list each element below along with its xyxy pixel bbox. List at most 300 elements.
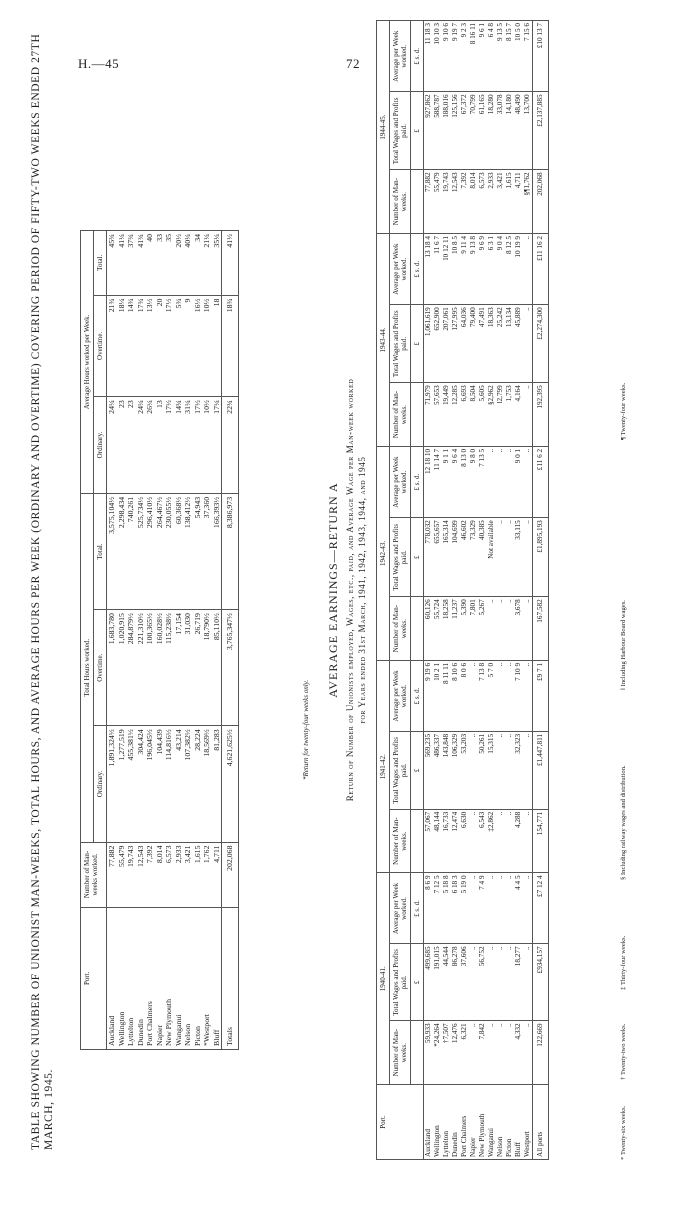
cell-ord: 43,214 [174, 726, 184, 842]
cell-value: 6,321 [460, 1021, 469, 1085]
cell-value: .. [469, 944, 478, 1021]
cell-atot: 45¾ [107, 231, 117, 296]
cell-ord: 107,382½ [183, 726, 193, 842]
year-header: 1940-41. [377, 873, 390, 1085]
cell-value: .. [496, 597, 505, 661]
cell-value: 6 18 3 [451, 873, 460, 944]
cell-tot: 166,393½ [212, 493, 222, 609]
all-ports-row [533, 21, 549, 1160]
cell-value: .. [496, 446, 505, 517]
cell-value: 12,474 [451, 809, 460, 873]
cell-tot: 740,261 [126, 493, 136, 609]
table-row [424, 21, 434, 1160]
cell-ord: 104,439 [155, 726, 165, 842]
table-row [496, 21, 505, 1160]
cell-value: 57,653 [433, 383, 442, 447]
cell-value: .. [496, 518, 505, 597]
cell-tot: 37,360 [202, 493, 212, 609]
cell-value: .. [487, 1021, 496, 1085]
table1-footnote: *Return for twenty-four weeks only. [302, 679, 310, 780]
cell-value: 6,630 [460, 809, 469, 873]
unit-pounds: £ [411, 92, 424, 170]
cell-value: 9 6 9 [478, 234, 487, 305]
cell-value: .. [505, 731, 514, 809]
cell-value: Not available [487, 518, 496, 597]
cell-value: 56,752 [478, 944, 487, 1021]
cell-value: 64,036 [460, 305, 469, 383]
table-row [505, 21, 514, 1160]
cell-tot: 3,575,104½ [107, 493, 117, 609]
cell-aot: 20 [155, 295, 165, 397]
col-sub_n: Number of Man-weeks. [390, 170, 411, 234]
cell-value: 70,799 [469, 92, 478, 170]
col-sub_w: Total Wages and Profits paid. [390, 92, 411, 170]
total-tot: 8,386,973 [222, 493, 239, 609]
cell-value: 106,329 [451, 731, 460, 809]
cell-value: 1,753 [505, 383, 514, 447]
cell-aot: 21¾ [107, 295, 117, 397]
total-value: £1,447,811 [533, 731, 549, 809]
cell-value: 18,363 [487, 305, 496, 383]
cell-value: 2,933 [487, 170, 496, 234]
cell-atot: 20½ [174, 231, 184, 296]
table-row [487, 21, 496, 1160]
cell-value: §2,962 [487, 383, 496, 447]
cell-value: .. [487, 944, 496, 1021]
footnote: § Including railway wages and distribution. [620, 765, 627, 880]
cell-value: 48,490 [514, 92, 523, 170]
cell-value: 9 10 6 [442, 21, 451, 92]
sub-ordinary: Ordinary. [94, 397, 107, 494]
page-number: 72 [346, 56, 360, 71]
cell-value: 10 12 11 [442, 234, 451, 305]
cell-atot: 37¾ [126, 231, 136, 296]
footnote: ‡ Thirty-four weeks. [620, 935, 627, 990]
cell-atot: 33 [155, 231, 165, 296]
cell-value: 7,392 [460, 170, 469, 234]
cell-value: .. [505, 660, 514, 731]
cell-value: 55,479 [433, 170, 442, 234]
cell-atot: 21¼ [202, 231, 212, 296]
cell-value: 655,657 [433, 518, 442, 597]
cell-value: 6 4 8 [487, 21, 496, 92]
col-sub_a: Average per Week worked. [390, 446, 411, 517]
cell-value: 14,180 [505, 92, 514, 170]
cell-value: 10 8 5 [451, 234, 460, 305]
unit-pounds: £ [411, 731, 424, 809]
cell-value: 9 2 3 [460, 21, 469, 92]
cell-value: .. [523, 944, 533, 1021]
cell-value: .. [469, 873, 478, 944]
cell-value: 44,544 [442, 944, 451, 1021]
col-sub_a: Average per Week worked. [390, 873, 411, 944]
year-header: 1941-42. [377, 660, 390, 873]
cell-value: 45,889 [514, 305, 523, 383]
cell-ot: 1,020,915 [117, 610, 127, 726]
cell-value: *24,264 [433, 1021, 442, 1085]
cell-aot: 10½ [202, 295, 212, 397]
port-name: Nelson [183, 907, 193, 1049]
sub-ordinary: Ordinary. [94, 726, 107, 842]
unit-blank [411, 1021, 424, 1085]
cell-value: 9 11 4 [460, 234, 469, 305]
cell-value: 4,288 [514, 809, 523, 873]
sub-total: Total. [94, 493, 107, 609]
cell-tot: 60,368½ [174, 493, 184, 609]
table-row [193, 231, 203, 1050]
cell-aord: 13 [155, 397, 165, 494]
earnings-table-body [424, 21, 549, 1160]
cell-value: .. [523, 1021, 533, 1085]
cell-value: .. [523, 234, 533, 305]
cell-value: 8 11 11 [442, 660, 451, 731]
cell-value: 12,476 [451, 1021, 460, 1085]
hours-table-body [107, 231, 239, 1050]
cell-tot: 2,298,434 [117, 493, 127, 609]
cell-value: 7 10 9 [514, 660, 523, 731]
earnings-table [376, 20, 549, 1160]
cell-value: 927,862 [424, 92, 434, 170]
table-row [174, 231, 184, 1050]
cell-value: .. [487, 597, 496, 661]
cell-value: .. [523, 873, 533, 944]
port-name: *Westport [202, 907, 212, 1049]
cell-value: 77,882 [424, 170, 434, 234]
cell-value: 8 10 6 [451, 660, 460, 731]
cell-value: 5,390 [460, 597, 469, 661]
table-row [469, 21, 478, 1160]
cell-value: 37,606 [460, 944, 469, 1021]
total-value: £7 12 4 [533, 873, 549, 944]
cell-atot: 35 [164, 231, 174, 296]
cell-tot: 138,412½ [183, 493, 193, 609]
port-name: Wellington [433, 1085, 442, 1160]
cell-ot: 221,310½ [136, 610, 146, 726]
cell-value: 10 19 9 [514, 234, 523, 305]
year-header: 1944-45. [377, 21, 390, 234]
cell-value: 12,285 [451, 383, 460, 447]
cell-value: 57,067 [424, 809, 434, 873]
cell-aord: 31¼ [183, 397, 193, 494]
cell-value: 11 14 7 [433, 446, 442, 517]
col-sub_n: Number of Man-weeks. [390, 1021, 411, 1085]
cell-value: 207,061 [442, 305, 451, 383]
cell-ord: 304,424 [136, 726, 146, 842]
cell-value: 125,156 [451, 92, 460, 170]
cell-value: 9 13 8 [469, 234, 478, 305]
cell-value: .. [496, 873, 505, 944]
col-sub_a: Average per Week worked. [390, 660, 411, 731]
cell-value: 48,144 [433, 809, 442, 873]
cell-ot: 31,030 [183, 610, 193, 726]
cell-value: .. [505, 873, 514, 944]
cell-value: 4,164 [514, 383, 523, 447]
port-name: Napier [469, 1085, 478, 1160]
cell-aot: 17½ [164, 295, 174, 397]
cell-value: 9 19 7 [451, 21, 460, 92]
cell-ot: 18,790½ [202, 610, 212, 726]
cell-atot: 41¼ [117, 231, 127, 296]
cell-value: .. [469, 809, 478, 873]
cell-aot: 5¾ [174, 295, 184, 397]
table-row [202, 231, 212, 1050]
cell-value: .. [523, 660, 533, 731]
hours-table [80, 230, 239, 1050]
cell-aord: 17¼ [212, 397, 222, 494]
cell-aord: 26¼ [145, 397, 155, 494]
cell-ot: 160,028½ [155, 610, 165, 726]
cell-value: 9 0 4 [496, 234, 505, 305]
col-sub_a: Average per Week worked. [390, 234, 411, 305]
cell-value: .. [487, 446, 496, 517]
table-row [433, 21, 442, 1160]
footnote: ‖ Including Harbour Board wages. [620, 600, 627, 690]
rotated-page [30, 20, 670, 1160]
cell-aord: 23 [117, 397, 127, 494]
total-value: £10 13 7 [533, 21, 549, 92]
cell-tot: 525,734½ [136, 493, 146, 609]
cell-value: 10 2 1 [433, 660, 442, 731]
cell-value: 8,014 [469, 170, 478, 234]
cell-value: 486,337 [433, 731, 442, 809]
cell-value: 13,700 [523, 92, 533, 170]
total-value: 122,669 [533, 1021, 549, 1085]
cell-value: 10 5 0 [514, 21, 523, 92]
cell-value: 40,385 [478, 518, 487, 597]
sub-overtime: Overtime. [94, 610, 107, 726]
cell-ot: 284,879½ [126, 610, 136, 726]
cell-aot: 16½ [193, 295, 203, 397]
cell-value: 4,711 [514, 170, 523, 234]
cell-value: 9 1 1 [442, 446, 451, 517]
cell-value: 8 16 11 [469, 21, 478, 92]
col-sub_w: Total Wages and Profits paid. [390, 518, 411, 597]
cell-mw: 55,479 [117, 842, 127, 907]
cell-value: 7 4 9 [478, 873, 487, 944]
total-value: £2,137,885 [533, 92, 549, 170]
cell-value: 9 0 1 [514, 446, 523, 517]
cell-value: .. [469, 731, 478, 809]
cell-aot: 17¾ [136, 295, 146, 397]
cell-value: .. [496, 731, 505, 809]
unit-blank [411, 170, 424, 234]
cell-value: .. [505, 1021, 514, 1085]
cell-value: 16,733 [442, 809, 451, 873]
cell-value: 778,032 [424, 518, 434, 597]
cell-mw: 1,615 [193, 842, 203, 907]
col-sub_n: Number of Man-weeks. [390, 809, 411, 873]
cell-value: 1,615 [505, 170, 514, 234]
cell-value: 3,678 [514, 597, 523, 661]
cell-ot: 17,154 [174, 610, 184, 726]
cell-value: 13,134 [505, 305, 514, 383]
cell-value: 79,400 [469, 305, 478, 383]
table2-subtitle-line2: for Years ended 31st March, 1941, 1942, 1943, 1944, and 1945 [357, 456, 367, 724]
cell-mw: 77,882 [107, 842, 117, 907]
cell-value: 50,261 [478, 731, 487, 809]
total-value: 167,582 [533, 597, 549, 661]
table-row [212, 231, 222, 1050]
cell-value: .. [505, 597, 514, 661]
total-value: £2,274,300 [533, 305, 549, 383]
cell-value: 191,015 [433, 944, 442, 1021]
cell-value: 165,314 [442, 518, 451, 597]
cell-value: 188,016 [442, 92, 451, 170]
cell-value: .. [523, 305, 533, 383]
cell-value: 11 6 7 [433, 234, 442, 305]
cell-value: 143,848 [442, 731, 451, 809]
port-name: Lyttelton [126, 907, 136, 1049]
cell-aot: 14¾ [126, 295, 136, 397]
all-ports-label: All ports [533, 1085, 549, 1160]
totals-row [222, 231, 239, 1050]
cell-value: 499,685 [424, 944, 434, 1021]
port-name: Nelson [496, 1085, 505, 1160]
cell-value: 9 13 5 [496, 21, 505, 92]
cell-value: .. [496, 1021, 505, 1085]
cell-value: 9 19 6 [424, 660, 434, 731]
cell-mw: 6,573 [164, 842, 174, 907]
cell-mw: 8,014 [155, 842, 165, 907]
table2-title: AVERAGE EARNINGS—RETURN A [326, 482, 340, 698]
unit-blank [411, 809, 424, 873]
unit-pounds: £ [411, 518, 424, 597]
cell-value: 15,315 [487, 731, 496, 809]
cell-atot: 40 [145, 231, 155, 296]
port-name: Port Chalmers [460, 1085, 469, 1160]
cell-value: 86,278 [451, 944, 460, 1021]
cell-value: 6,543 [478, 809, 487, 873]
cell-value: .. [505, 944, 514, 1021]
port-name: Lyttelton [442, 1085, 451, 1160]
cell-value: 60,126 [424, 597, 434, 661]
cell-value: 33,078 [496, 92, 505, 170]
cell-value: 6,573 [478, 170, 487, 234]
cell-value: 5,267 [478, 597, 487, 661]
year-header: 1942-43. [377, 446, 390, 660]
total-value: 154,771 [533, 809, 549, 873]
col-sub_w: Total Wages and Profits paid. [390, 305, 411, 383]
cell-ord: 28,224 [193, 726, 203, 842]
cell-value: .. [523, 446, 533, 517]
cell-value: 5,605 [478, 383, 487, 447]
total-value: 202,068 [533, 170, 549, 234]
cell-ord: 1,277,519 [117, 726, 127, 842]
cell-aot: 9 [183, 295, 193, 397]
cell-value: 6 3 1 [487, 234, 496, 305]
cell-ord: 1,891,324½ [107, 726, 117, 842]
cell-mw: 1,762 [202, 842, 212, 907]
port-name: New Plymouth [478, 1085, 487, 1160]
cell-value: 569,235 [424, 731, 434, 809]
cell-ot: 100,365½ [145, 610, 155, 726]
cell-value: 3,421 [496, 170, 505, 234]
cell-value: .. [469, 660, 478, 731]
cell-value: 127,995 [451, 305, 460, 383]
cell-value: 55,724 [433, 597, 442, 661]
cell-value: ‖2,799 [496, 383, 505, 447]
cell-value: 73,329 [469, 518, 478, 597]
unit-lsd: £ s. d. [411, 446, 424, 517]
cell-ord: 196,045½ [145, 726, 155, 842]
cell-aord: 17½ [193, 397, 203, 494]
cell-atot: 40¼ [183, 231, 193, 296]
cell-atot: 35¼ [212, 231, 222, 296]
total-value: £9 7 1 [533, 660, 549, 731]
port-name: Auckland [107, 907, 117, 1049]
port-name: New Plymouth [164, 907, 174, 1049]
cell-value: 8 15 7 [505, 21, 514, 92]
cell-value: .. [496, 944, 505, 1021]
cell-atot: 41¾ [136, 231, 146, 296]
cell-value: 8 6 9 [424, 873, 434, 944]
cell-mw: 2,933 [174, 842, 184, 907]
cell-value: .. [523, 597, 533, 661]
cell-value: 25,242 [496, 305, 505, 383]
cell-aord: 23 [126, 397, 136, 494]
total-value: £1,895,193 [533, 518, 549, 597]
unit-pounds: £ [411, 944, 424, 1021]
cell-value: 61,165 [478, 92, 487, 170]
cell-value: 9 6 1 [478, 21, 487, 92]
cell-aord: 10½ [202, 397, 212, 494]
port-name: Dunedin [451, 1085, 460, 1160]
table-row [478, 21, 487, 1160]
cell-value: .. [523, 518, 533, 597]
cell-value: 12 18 10 [424, 446, 434, 517]
unit-pounds: £ [411, 305, 424, 383]
table-row [107, 231, 117, 1050]
cell-value: 71,979 [424, 383, 434, 447]
cell-tot: 54,943 [193, 493, 203, 609]
total-mw: 202,068 [222, 842, 239, 907]
cell-value: 7 13 5 [478, 446, 487, 517]
total-ord: 4,621,625½ [222, 726, 239, 842]
total-value: £11 6 2 [533, 446, 549, 517]
cell-value: 59,933 [424, 1021, 434, 1085]
cell-tot: 230,055½ [164, 493, 174, 609]
total-aord: 22¾ [222, 397, 239, 494]
cell-ot: 85,110½ [212, 610, 222, 726]
port-name: Napier [155, 907, 165, 1049]
cell-value: 18,280 [487, 92, 496, 170]
col-port: Port. [377, 1085, 424, 1160]
table-row [126, 231, 136, 1050]
cell-aot: 13½ [145, 295, 155, 397]
table2-subtitle-line1: Return of Number of Unionists employed, Wages, etc., paid, and Average Wage per Man-week worked [345, 378, 355, 802]
cell-value: 1,061,619 [424, 305, 434, 383]
port-name: Wanganui [174, 907, 184, 1049]
cell-value: 19,449 [442, 383, 451, 447]
table-row [523, 21, 533, 1160]
table2-subtitle [344, 20, 368, 1160]
cell-value: 7 13 8 [478, 660, 487, 731]
cell-value: 18,277 [514, 944, 523, 1021]
cell-value: 4,332 [514, 1021, 523, 1085]
unit-lsd: £ s. d. [411, 234, 424, 305]
cell-value: 5 18 8 [442, 873, 451, 944]
col-sub_n: Number of Man-weeks. [390, 383, 411, 447]
cell-value: 53,203 [460, 731, 469, 809]
table1-title: TABLE SHOWING NUMBER OF UNIONIST MAN-WEEKS, TOTAL HOURS, AND AVERAGE HOURS PER WEEK (ORDINARY AND OVERTIME) COVERING PERIOD OF FIFTY-TWO WEEKS ENDED 27TH MARCH, 1945. [30, 33, 55, 1150]
cell-value: 8 12 5 [505, 234, 514, 305]
cell-value: 4 4 5 [514, 873, 523, 944]
cell-mw: 3,421 [183, 842, 193, 907]
cell-value: .. [523, 383, 533, 447]
port-name: Port Chalmers [145, 907, 155, 1049]
cell-value: .. [496, 809, 505, 873]
cell-value: 18,258 [442, 597, 451, 661]
